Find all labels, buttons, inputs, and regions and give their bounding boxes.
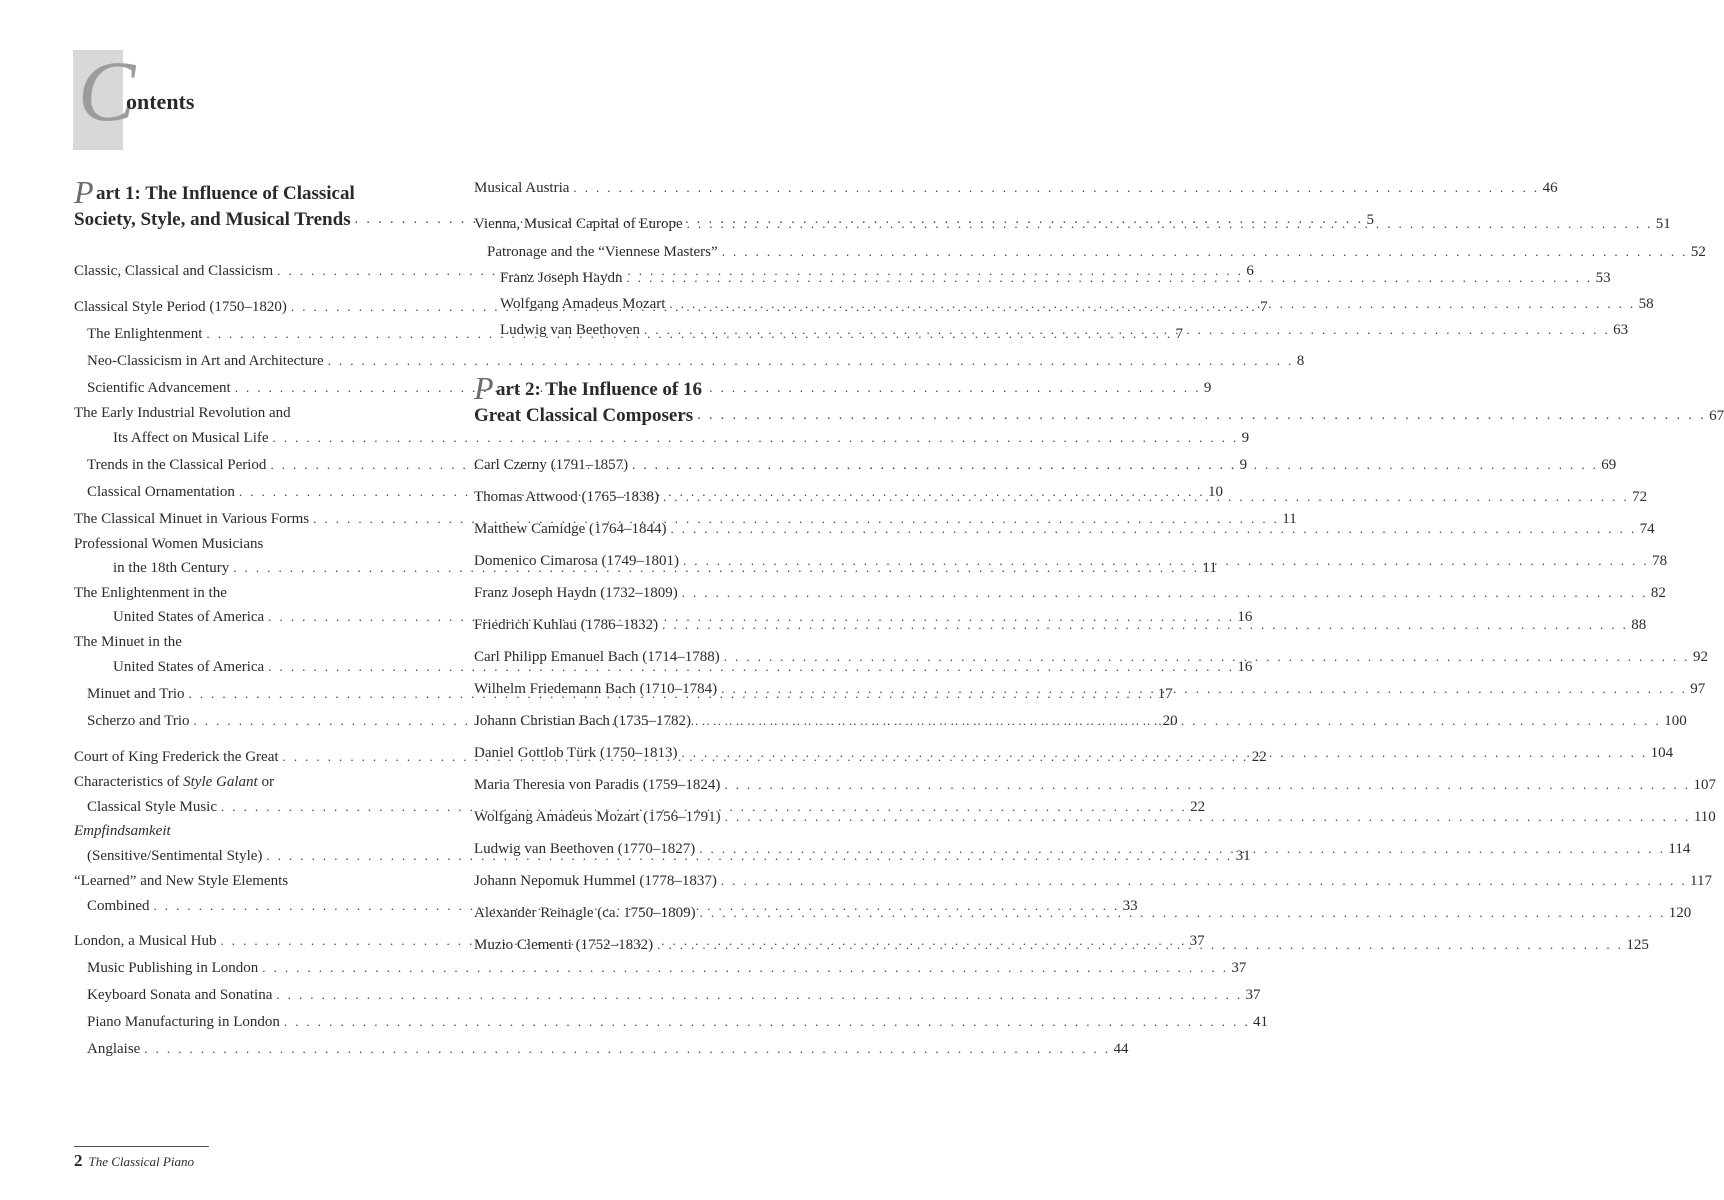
toc-entry[interactable]: The Enlightenment . . . 7 — [87, 322, 426, 344]
toc-entry[interactable]: Patronage and the “Viennese Masters” . . . 52 — [487, 240, 825, 262]
toc-entry[interactable]: United States of America . . . 16 — [113, 605, 426, 627]
part-2-initial: P — [474, 370, 494, 406]
part-1-initial: P — [74, 174, 94, 210]
toc-entry[interactable]: Combined . . . 33 — [87, 894, 426, 916]
toc-entry[interactable]: Daniel Gottlob Türk (1750–1813) . . . 104 — [474, 741, 825, 763]
part-2-title-line1: art 2: The Influence of 16 — [496, 379, 702, 400]
toc-entry[interactable]: Scientific Advancement . . . 9 — [87, 376, 426, 398]
toc-entry[interactable]: Franz Joseph Haydn . . . 53 — [500, 266, 825, 288]
toc-entry-line1[interactable]: Empfindsamkeit — [74, 823, 171, 839]
toc-entry[interactable]: Classical Ornamentation . . . 10 — [87, 480, 426, 502]
toc-entry[interactable]: Ludwig van Beethoven (1770–1827) . . . 114 — [474, 837, 825, 859]
toc-entry[interactable]: Classical Style Music . . . 22 — [87, 795, 426, 817]
title-initial: C — [78, 43, 136, 139]
toc-entry[interactable]: Ludwig van Beethoven . . . 63 — [500, 318, 825, 340]
part-1-title-line1: art 1: The Influence of Classical — [96, 183, 355, 204]
footer-page-number: 2 — [74, 1151, 83, 1170]
footer-rule — [74, 1146, 209, 1147]
toc-entry[interactable]: Keyboard Sonata and Sonatina . . . 37 — [87, 983, 426, 1005]
leader-dots — [697, 406, 1706, 426]
toc-entry[interactable]: United States of America . . . 16 — [113, 655, 426, 677]
part-1-title-line2: Society, Style, and Musical Trends — [74, 209, 351, 230]
toc-entry[interactable]: Classic, Classical and Classicism . . . 6 — [74, 259, 426, 281]
toc-entry[interactable]: Wolfgang Amadeus Mozart . . . 58 — [500, 292, 825, 314]
toc-entry[interactable]: Carl Czerny (1791–1857) . . . 69 — [474, 453, 825, 475]
toc-entry[interactable]: Friedrich Kuhlau (1786–1832) . . . 88 — [474, 613, 825, 635]
toc-entry-line1[interactable]: The Enlightenment in the — [74, 585, 227, 601]
toc-entry[interactable]: Franz Joseph Haydn (1732–1809) . . . 82 — [474, 581, 825, 603]
toc-entry-line1[interactable]: “Learned” and New Style Elements — [74, 873, 289, 889]
toc-entry[interactable]: Domenico Cimarosa (1749–1801) . . . 78 — [474, 549, 825, 571]
footer-book-title: The Classical Piano — [88, 1154, 194, 1169]
toc-entry[interactable]: Music Publishing in London . . . 37 — [87, 956, 426, 978]
toc-entry[interactable]: Piano Manufacturing in London . . . 41 — [87, 1010, 426, 1032]
part-2-title-line2: Great Classical Composers — [474, 405, 694, 426]
toc-entry[interactable]: Anglaise . . . 44 — [87, 1037, 426, 1059]
toc-entry[interactable]: The Classical Minuet in Various Forms . . . 11 — [74, 507, 426, 529]
toc-entry[interactable]: Wilhelm Friedemann Bach (1710–1784) . . . 97 — [474, 677, 825, 699]
toc-entry[interactable]: Scherzo and Trio . . . 20 — [87, 709, 426, 731]
toc-entry[interactable]: Wolfgang Amadeus Mozart (1756–1791) . . . 110 — [474, 805, 825, 827]
page-footer — [74, 1151, 194, 1171]
toc-entry[interactable]: London, a Musical Hub . . . 37 — [74, 929, 426, 951]
page-number: 5 — [1366, 212, 1374, 228]
toc-entry[interactable]: Minuet and Trio . . . 17 — [87, 682, 426, 704]
toc-entry-line1[interactable]: The Minuet in the — [74, 634, 182, 650]
toc-entry[interactable]: Vienna, Musical Capital of Europe . . . 51 — [474, 212, 825, 234]
toc-entry[interactable]: Maria Theresia von Paradis (1759–1824) . . . 107 — [474, 773, 825, 795]
toc-entry[interactable]: Johann Nepomuk Hummel (1778–1837) . . . 117 — [474, 869, 825, 891]
toc-entry[interactable]: Muzio Clementi (1752–1832) . . . 125 — [474, 933, 825, 955]
toc-entry[interactable]: (Sensitive/Sentimental Style) . . . 31 — [87, 844, 426, 866]
toc-entry[interactable]: Matthew Camidge (1764–1844) . . . 74 — [474, 517, 825, 539]
toc-entry[interactable]: Musical Austria . . . 46 — [474, 176, 825, 198]
toc-entry[interactable]: Carl Philipp Emanuel Bach (1714–1788) . . . 92 — [474, 645, 825, 667]
toc-entry[interactable]: Johann Christian Bach (1735–1782) . . . 100 — [474, 709, 825, 731]
toc-entry[interactable]: Alexander Reinagle (ca. 1750–1809) . . . 120 — [474, 901, 825, 923]
toc-entry[interactable]: Classical Style Period (1750–1820) . . . 7 — [74, 295, 426, 317]
toc-entry[interactable] — [474, 402, 1724, 426]
toc-entry[interactable]: Court of King Frederick the Great . . . 22 — [74, 745, 426, 767]
toc-entry[interactable]: Its Affect on Musical Life . . . 9 — [113, 426, 426, 448]
toc-entry[interactable]: Thomas Attwood (1765–1838) . . . 72 — [474, 485, 825, 507]
toc-entry-line1[interactable]: Characteristics of Style Galant or — [74, 774, 274, 790]
toc-entry[interactable]: in the 18th Century . . . 11 — [113, 556, 426, 578]
page-title: ontents — [126, 89, 195, 114]
toc-entry[interactable]: Trends in the Classical Period . . . 9 — [87, 453, 426, 475]
page-number: 67 — [1709, 408, 1724, 424]
toc-entry[interactable]: Neo-Classicism in Art and Architecture . . . 8 — [87, 349, 426, 371]
toc-entry-line1[interactable]: The Early Industrial Revolution and — [74, 405, 291, 421]
toc-entry-line1[interactable]: Professional Women Musicians — [74, 536, 264, 552]
